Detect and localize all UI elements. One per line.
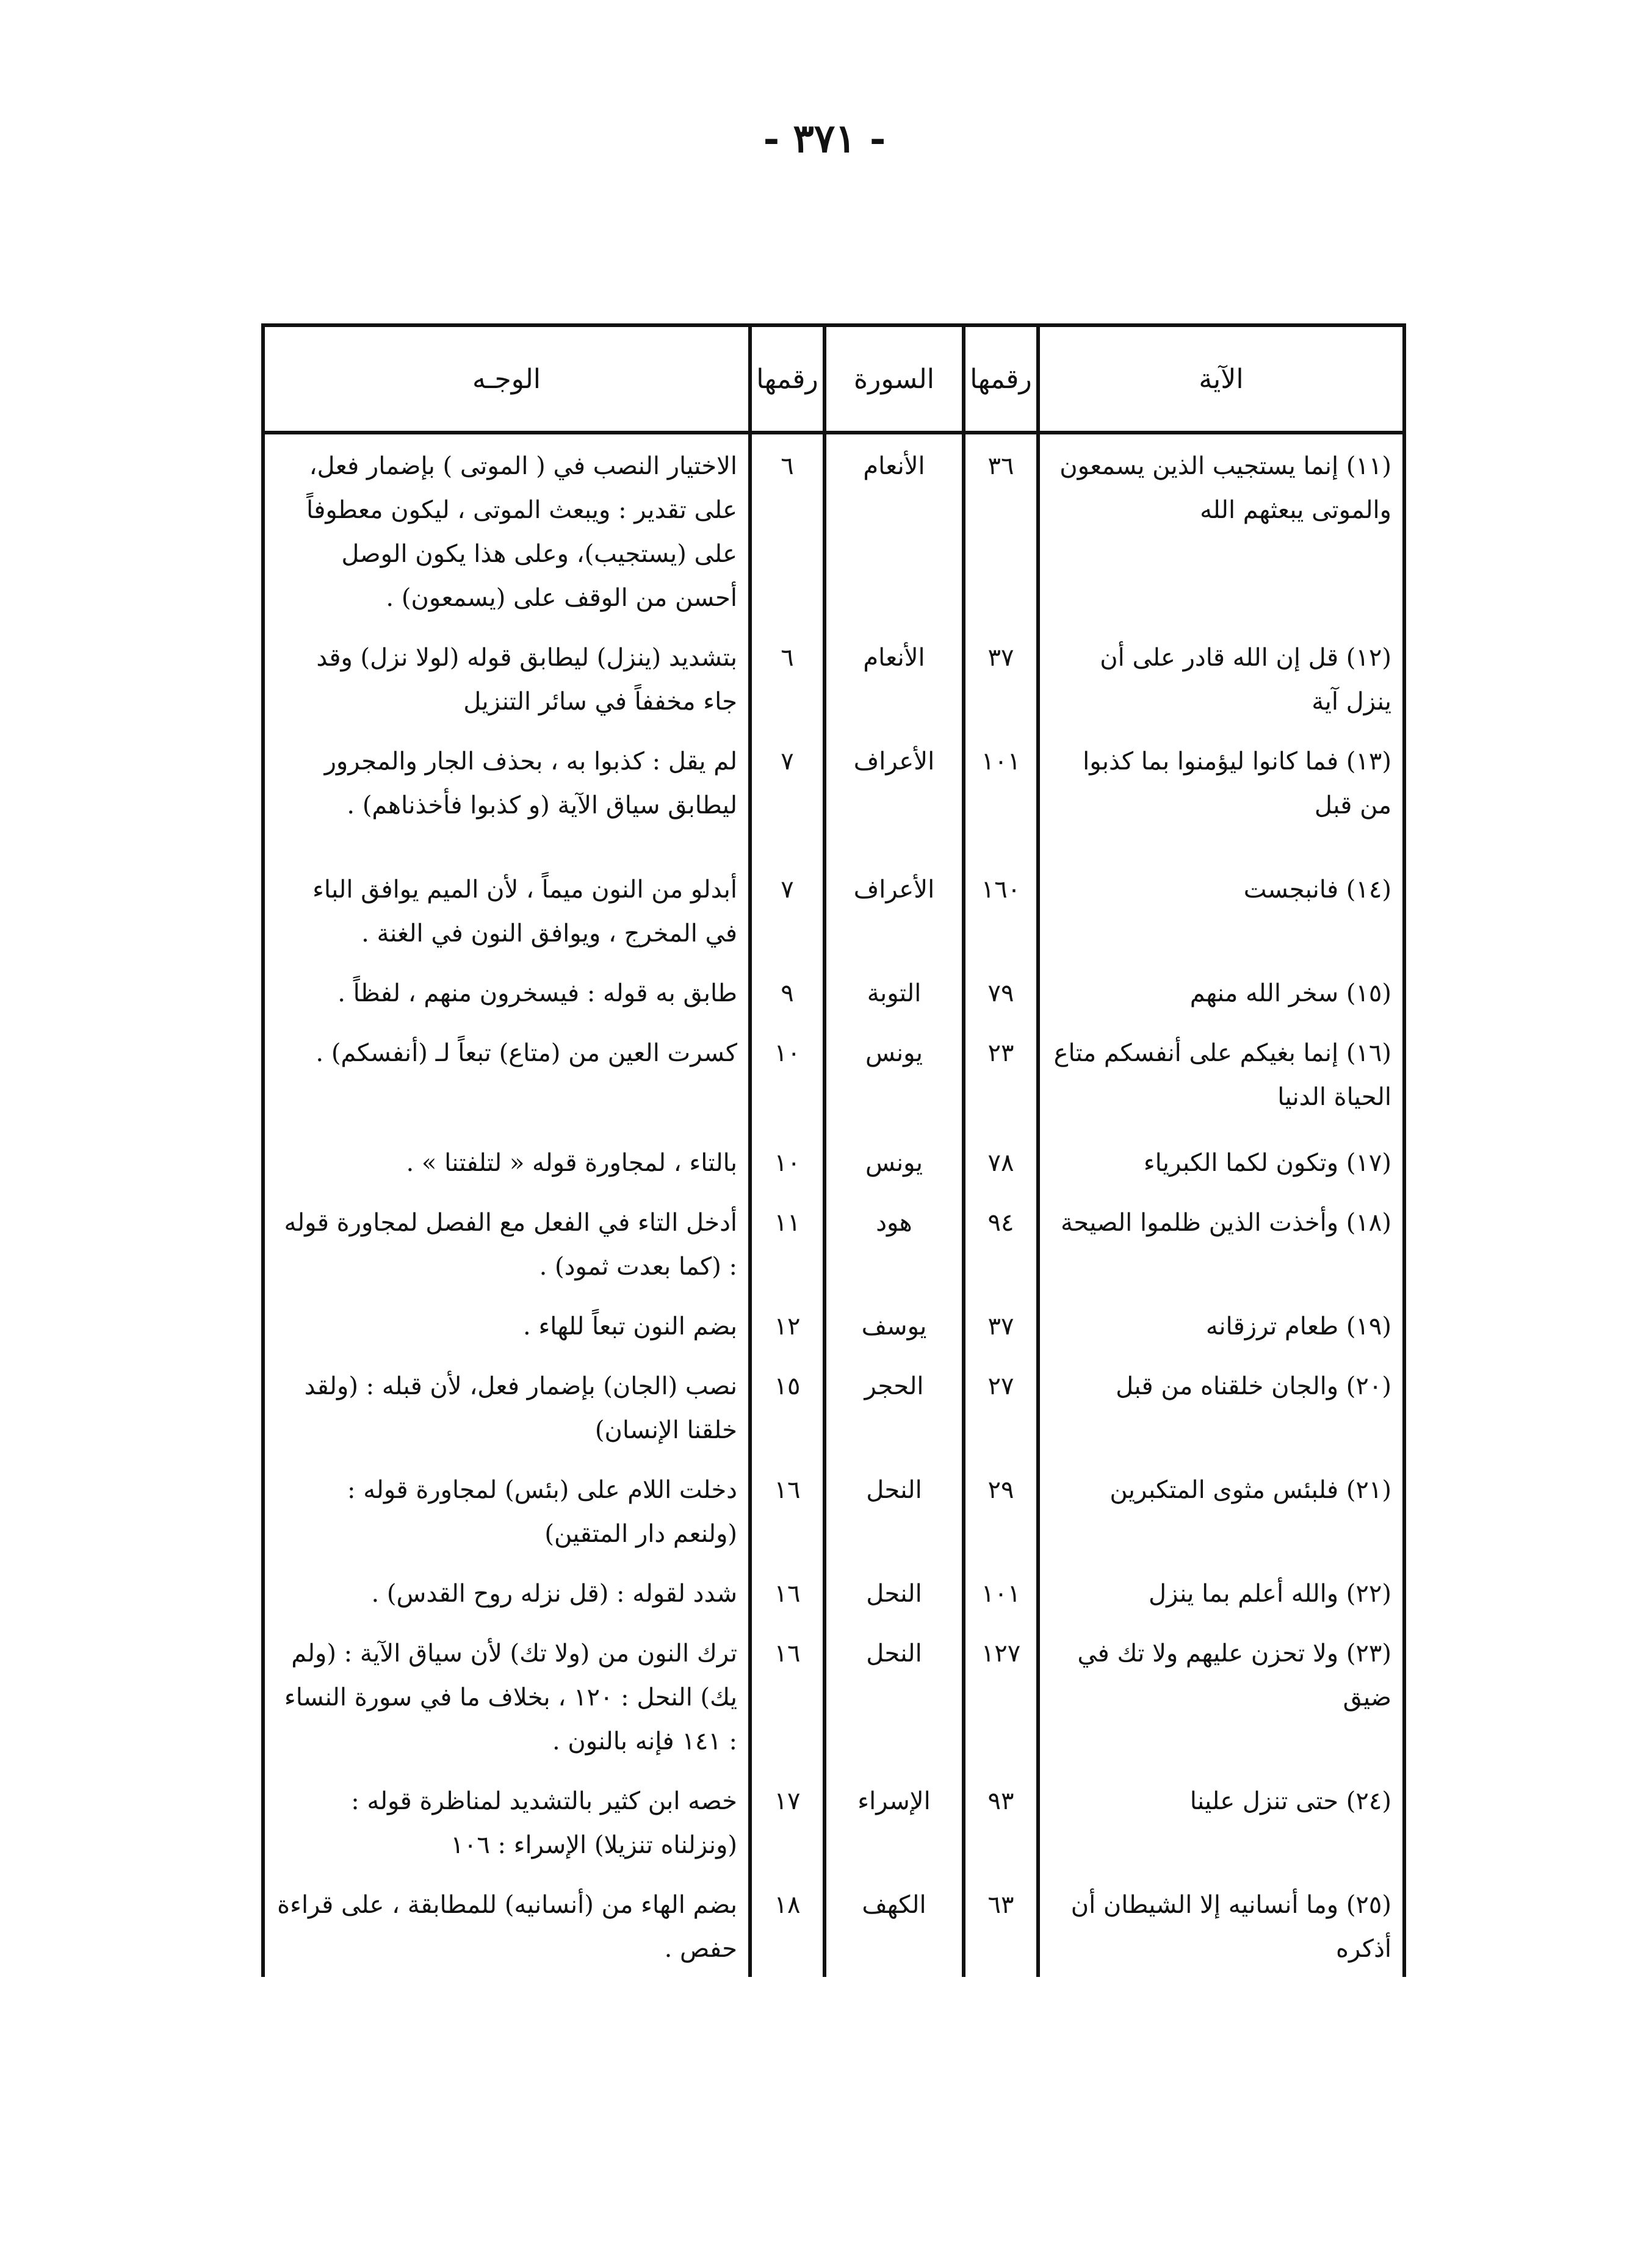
verse-number-cell: ٧٩ <box>964 962 1038 1021</box>
table-row <box>263 1295 1404 1355</box>
verse-cell: (١٣) فما كانوا ليؤمنوا بما كذبوا من قبل <box>1038 730 1404 858</box>
verse-number-cell: ٢٧ <box>964 1355 1038 1458</box>
surah-cell: النحل <box>824 1562 964 1622</box>
reason-cell: كسرت العين من (متاع) تبعاً لـ (أنفسكم) . <box>316 1039 737 1067</box>
verse-cell: (١٥) سخر الله منهم <box>1038 962 1404 1021</box>
verse-number-cell: ١٢٧ <box>964 1622 1038 1769</box>
verses-table <box>261 323 1406 1977</box>
reason-cell: بضم النون تبعاً للهاء . <box>523 1312 737 1341</box>
table-body <box>263 433 1404 1977</box>
table-row <box>263 730 1404 858</box>
surah-number-cell: ١١ <box>750 1191 824 1295</box>
verse-cell: (١٨) وأخذت الذين ظلموا الصيحة <box>1038 1191 1404 1295</box>
surah-number-cell: ٩ <box>750 962 824 1021</box>
reason-cell: أبدلو من النون ميماً ، لأن الميم يوافق الباء في المخرج ، ويوافق النون في الغنة . <box>312 876 737 948</box>
table-row <box>263 858 1404 962</box>
surah-number-cell: ١٠ <box>750 1131 824 1191</box>
verse-number-cell: ١٠١ <box>964 1562 1038 1622</box>
table-header-row <box>263 325 1404 433</box>
reason-cell: بتشديد (ينزل) ليطابق قوله (لولا نزل) وقد جاء مخففاً في سائر التنزيل <box>316 644 737 716</box>
surah-cell: الأنعام <box>824 433 964 626</box>
surah-number-cell: ١٨ <box>750 1873 824 1977</box>
verse-number-cell: ١٦٠ <box>964 858 1038 962</box>
surah-number-cell: ٦ <box>750 433 824 626</box>
surah-cell: الأعراف <box>824 858 964 962</box>
verse-cell: (١٩) طعام ترزقانه <box>1038 1295 1404 1355</box>
surah-number-cell: ١٦ <box>750 1458 824 1562</box>
surah-number-cell: ١٧ <box>750 1769 824 1873</box>
table-row <box>263 1562 1404 1622</box>
surah-cell: هود <box>824 1191 964 1295</box>
surah-number-cell: ٧ <box>750 858 824 962</box>
surah-cell: النحل <box>824 1458 964 1562</box>
verse-number-cell: ٢٩ <box>964 1458 1038 1562</box>
surah-number-cell: ١٢ <box>750 1295 824 1355</box>
reason-cell: نصب (الجان) بإضمار فعل، لأن قبله : (ولقد خلقنا الإنسان) <box>304 1372 737 1444</box>
reason-cell: خصه ابن كثير بالتشديد لمناظرة قوله : (ونزلناه تنزيلا) الإسراء : ١٠٦ <box>351 1787 737 1859</box>
table-row <box>263 962 1404 1021</box>
verse-number-cell: ٩٤ <box>964 1191 1038 1295</box>
surah-number-cell: ١٦ <box>750 1562 824 1622</box>
verses-table-container <box>261 323 1402 1963</box>
surah-cell: الإسراء <box>824 1769 964 1873</box>
surah-number-cell: ٦ <box>750 626 824 730</box>
table-row <box>263 1191 1404 1295</box>
surah-number-cell: ١٠ <box>750 1021 824 1131</box>
surah-number-cell: ١٥ <box>750 1355 824 1458</box>
verse-cell: (٢٣) ولا تحزن عليهم ولا تك في ضيق <box>1038 1622 1404 1769</box>
page-number: - ٣٧١ - <box>763 116 886 162</box>
surah-number-cell: ١٦ <box>750 1622 824 1769</box>
table-row <box>263 433 1404 626</box>
surah-cell: يونس <box>824 1131 964 1191</box>
table-row <box>263 1021 1404 1131</box>
header-verse: الآية <box>1038 325 1404 433</box>
reason-cell: بالتاء ، لمجاورة قوله « لتلفتنا » . <box>406 1149 737 1177</box>
verse-cell: (٢٠) والجان خلقناه من قبل <box>1038 1355 1404 1458</box>
verse-number-cell: ٣٧ <box>964 626 1038 730</box>
verse-number-cell: ٣٦ <box>964 433 1038 626</box>
surah-cell: الأعراف <box>824 730 964 858</box>
header-surah: السورة <box>824 325 964 433</box>
header-verse-number: رقمها <box>964 325 1038 433</box>
verse-cell: (٢٢) والله أعلم بما ينزل <box>1038 1562 1404 1622</box>
surah-cell: يونس <box>824 1021 964 1131</box>
verse-number-cell: ٦٣ <box>964 1873 1038 1977</box>
reason-cell: الاختيار النصب في ( الموتى ) بإضمار فعل، على تقدير : ويبعث الموتى ، ليكون معطوفاً على (يستجيب)، وعلى هذا يكون الوصل أحسن من الوقف على (يسمعون) . <box>306 452 737 612</box>
verse-cell: (٢٤) حتى تنزل علينا <box>1038 1769 1404 1873</box>
table-row <box>263 1622 1404 1769</box>
table-row <box>263 1131 1404 1191</box>
surah-cell: يوسف <box>824 1295 964 1355</box>
verse-number-cell: ١٠١ <box>964 730 1038 858</box>
table-row <box>263 1355 1404 1458</box>
header-surah-number: رقمها <box>750 325 824 433</box>
verse-cell: (١٧) وتكون لكما الكبرياء <box>1038 1131 1404 1191</box>
reason-cell: أدخل التاء في الفعل مع الفصل لمجاورة قوله : (كما بعدت ثمود) . <box>284 1209 737 1281</box>
reason-cell: شدد لقوله : (قل نزله روح القدس) . <box>371 1580 737 1608</box>
verse-cell: (١٦) إنما بغيكم على أنفسكم متاع الحياة الدنيا <box>1038 1021 1404 1131</box>
table-row <box>263 1458 1404 1562</box>
table-row <box>263 1873 1404 1977</box>
header-reason: الوجـه <box>263 325 750 433</box>
reason-cell: دخلت اللام على (بئس) لمجاورة قوله : (ولنعم دار المتقين) <box>347 1476 737 1548</box>
verse-number-cell: ٧٨ <box>964 1131 1038 1191</box>
verse-cell: (٢٥) وما أنسانيه إلا الشيطان أن أذكره <box>1038 1873 1404 1977</box>
surah-number-cell: ٧ <box>750 730 824 858</box>
surah-cell: الأنعام <box>824 626 964 730</box>
verse-cell: (١٢) قل إن الله قادر على أن ينزل آية <box>1038 626 1404 730</box>
surah-cell: الكهف <box>824 1873 964 1977</box>
reason-cell: بضم الهاء من (أنسانيه) للمطابقة ، على قراءة حفص . <box>277 1891 737 1963</box>
verse-cell: (١١) إنما يستجيب الذين يسمعون والموتى يبعثهم الله <box>1038 433 1404 626</box>
reason-cell: طابق به قوله : فيسخرون منهم ، لفظاً . <box>337 979 737 1007</box>
verse-cell: (١٤) فانبجست <box>1038 858 1404 962</box>
reason-cell: لم يقل : كذبوا به ، بحذف الجار والمجرور ليطابق سياق الآية (و كذبوا فأخذناهم) . <box>324 747 737 819</box>
reason-cell: ترك النون من (ولا تك) لأن سياق الآية : (ولم يك) النحل : ١٢٠ ، بخلاف ما في سورة النساء : ١٤١ فإنه بالنون . <box>284 1640 737 1755</box>
verse-number-cell: ٣٧ <box>964 1295 1038 1355</box>
table-row <box>263 626 1404 730</box>
surah-cell: النحل <box>824 1622 964 1769</box>
verse-cell: (٢١) فلبئس مثوى المتكبرين <box>1038 1458 1404 1562</box>
surah-cell: التوبة <box>824 962 964 1021</box>
verse-number-cell: ٩٣ <box>964 1769 1038 1873</box>
surah-cell: الحجر <box>824 1355 964 1458</box>
table-row <box>263 1769 1404 1873</box>
verse-number-cell: ٢٣ <box>964 1021 1038 1131</box>
